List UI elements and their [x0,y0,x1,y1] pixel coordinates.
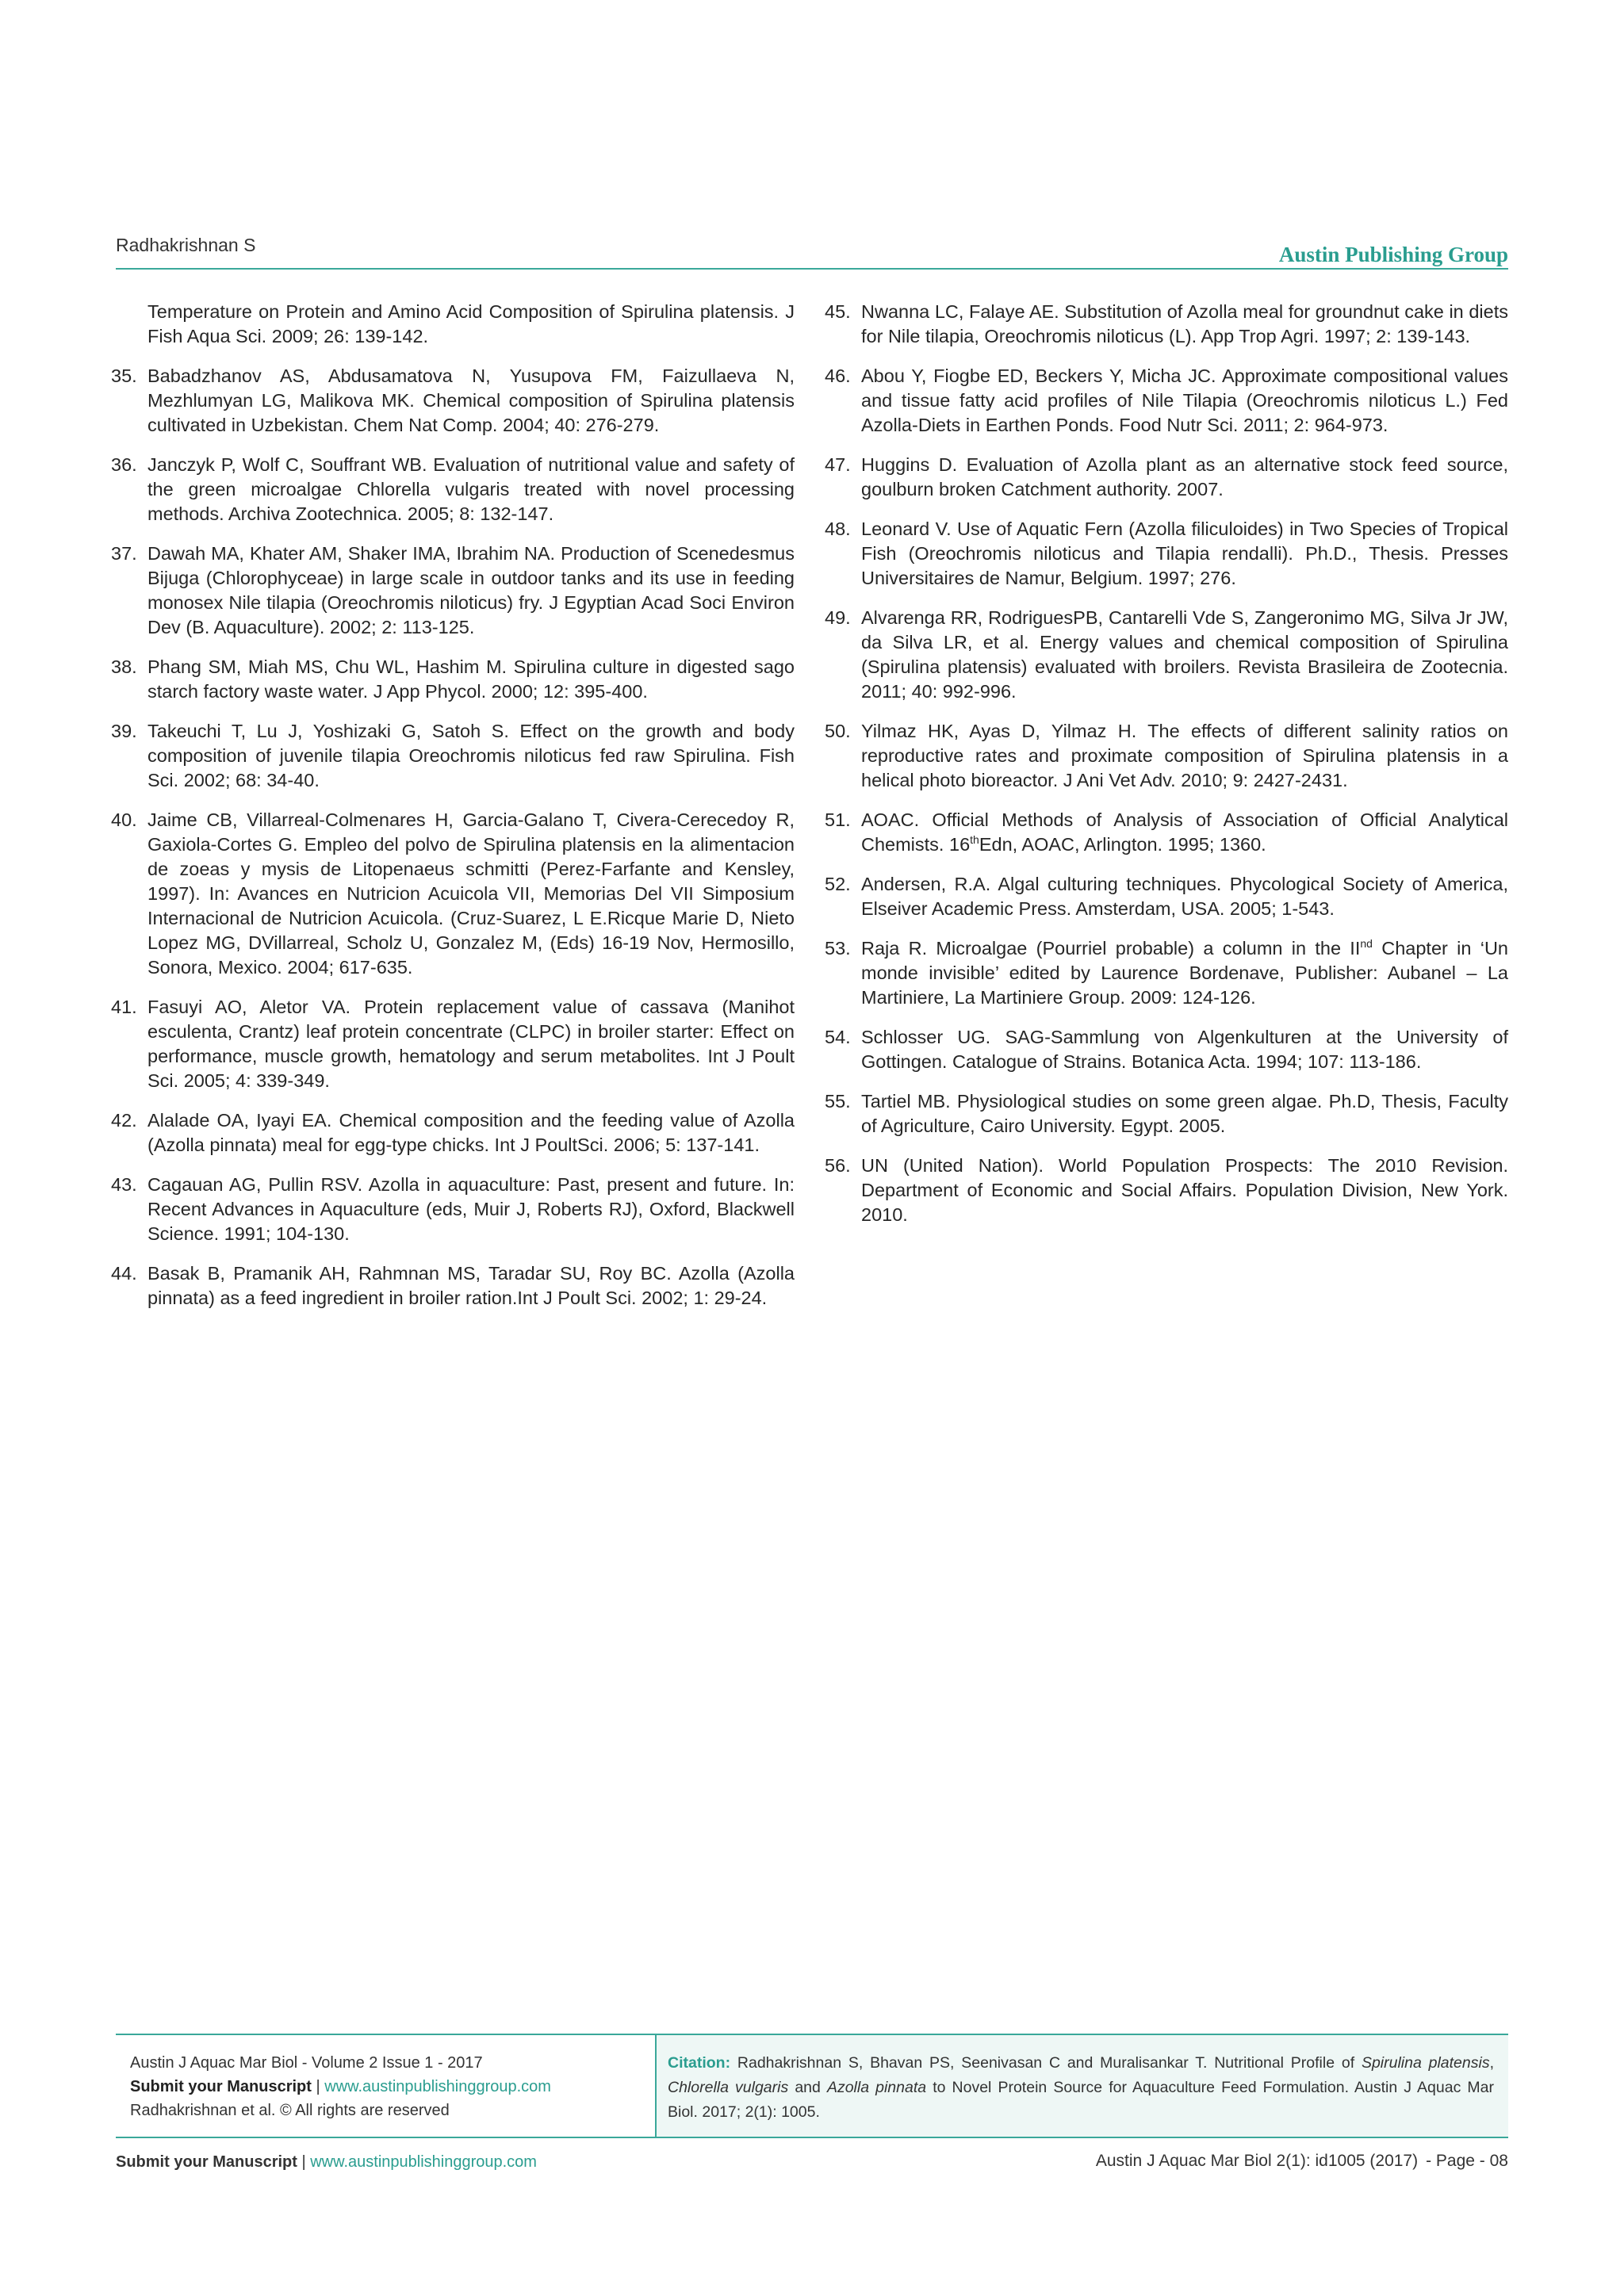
reference-item [825,517,1508,591]
reference-number: 53. [825,938,851,959]
reference-text-part: Chapter in ‘Un monde invisible’ edited by Laurence Bordenave, Publisher: Aubanel – La Martiniere, La Martiniere Group. 2009: 124-126. [861,938,1508,1008]
references-right-column [825,300,1508,1242]
reference-text: Jaime CB, Villarreal-Colmenares H, Garcia-Galano T, Civera-Cerecedoy R, Gaxiola-Cortes G. Empleo del polvo de Spirulina platensis en la alimentacion de zoeas y mysis de Litopenaeus schmitti (Perez-Farfante and Kensley, 1997). In: Avances en Nutricion Acuicola VII, Memorias Del VII Simposium Internacional de Nutricion Acuicola. (Cruz-Suarez, L E.Ricque Marie D, Nieto Lopez MG, DVillarreal, Scholz U, Gonzalez M, (Eds) 16-19 Nov, Hermosillo, Sonora, Mexico. 2004; 617-635. [147,809,795,978]
reference-number: 40. [111,809,137,830]
reference-text: Alvarenga RR, RodriguesPB, Cantarelli Vde S, Zangeronimo MG, Silva Jr JW, da Silva LR, et al. Energy values and chemical composition of Spirulina (Spirulina platensis) evaluated with broilers. Revista Brasileira de Zootecnia. 2011; 40: 992-996. [861,607,1508,702]
reference-superscript: nd [1360,937,1373,951]
reference-text: Dawah MA, Khater AM, Shaker IMA, Ibrahim NA. Production of Scenedesmus Bijuga (Chlorophyceae) in large scale in outdoor tanks and its use in feeding monosex Nile tilapia (Oreochromis niloticus) fry. J Egyptian Acad Soci Environ Dev (B. Aquaculture). 2002; 2: 113-125. [147,543,795,637]
reference-text: Leonard V. Use of Aquatic Fern (Azolla filiculoides) in Two Species of Tropical Fish (Oreochromis niloticus and Tilapia rendalli). Ph.D., Thesis. Presses Universitaires de Namur, Belgium. 1997; 276. [861,519,1508,588]
rights-notice: © All rights are reserved [280,2102,450,2119]
reference-item [825,364,1508,438]
reference-text: Yilmaz HK, Ayas D, Yilmaz H. The effects of different salinity ratios on reproductive rates and proximate composition of Spirulina platensis in a helical photo bioreactor. J Ani Vet Adv. 2010; 9: 2427-2431. [861,721,1508,790]
reference-text [861,808,1508,857]
reference-text [861,936,1508,1010]
reference-text: Abou Y, Fiogbe ED, Beckers Y, Micha JC. Approximate compositional values and tissue fatty acid profiles of Nile Tilapia (Oreochromis niloticus L.) Fed Azolla-Diets in Earthen Ponds. Food Nutr Sci. 2011; 2: 964-973. [861,365,1508,435]
reference-number: 45. [825,301,851,322]
reference-text: Janczyk P, Wolf C, Souffrant WB. Evaluation of nutritional value and safety of the green microalgae Chlorella vulgaris treated with novel processing methods. Archiva Zootechnica. 2005; 8: 132-147. [147,454,795,524]
reference-item [111,453,795,526]
reference-text: Fasuyi AO, Aletor VA. Protein replacement value of cassava (Manihot esculenta, Crantz) leaf protein concentrate (CLPC) in broiler starter: Effect on performance, muscle growth, hematology and serum metabolites. Int J Poult Sci. 2005; 4: 339-349. [147,997,795,1091]
reference-text: Takeuchi T, Lu J, Yoshizaki G, Satoh S. Effect on the growth and body composition of juvenile tilapia Oreochromis niloticus fed raw Spirulina. Fish Sci. 2002; 68: 34-40. [147,721,795,790]
reference-item [825,936,1508,1010]
reference-text: Babadzhanov AS, Abdusamatova N, Yusupova FM, Faizullaeva N, Mezhlumyan LG, Malikova MK. Chemical composition of Spirulina platensis cultivated in Uzbekistan. Chem Nat Comp. 2004; 40: 276-279. [147,365,795,435]
header-divider [116,268,1508,270]
reference-number: 39. [111,721,137,741]
website-link[interactable]: www.austinpublishinggroup.com [324,2078,551,2095]
citation-part2: to Novel Protein Source for Aquaculture Feed Formulation. Austin J Aquac Mar Biol. 2017; 2(1): 1005. [668,2079,1494,2121]
reference-item [111,1173,795,1246]
reference-item [825,453,1508,502]
journal-reference: Austin J Aquac Mar Biol 2(1): id1005 (2017) [1095,2152,1419,2170]
reference-item [825,300,1508,349]
journal-volume-line: Austin J Aquac Mar Biol - Volume 2 Issue 1 - 2017 [130,2054,483,2072]
reference-item [825,1154,1508,1227]
reference-number: 56. [825,1155,851,1176]
reference-number: 44. [111,1263,137,1284]
reference-number: 37. [111,543,137,564]
running-head-author: Radhakrishnan S [116,235,256,255]
reference-item [111,1108,795,1158]
reference-text: Cagauan AG, Pullin RSV. Azolla in aquaculture: Past, present and future. In: Recent Advances in Aquaculture (eds, Muir J, Roberts RJ), Oxford, Blackwell Science. 1991; 104-130. [147,1174,795,1244]
page-footer-reference [1096,2152,1508,2171]
reference-item [825,808,1508,857]
reference-text: Basak B, Pramanik AH, Rahmnan MS, Taradar SU, Roy BC. Azolla (Azolla pinnata) as a feed ingredient in broiler ration.Int J Poult Sci. 2002; 1: 29-24. [147,1263,795,1308]
reference-superscript: th [970,833,979,847]
page-number: - Page - 08 [1426,2152,1508,2170]
reference-item [825,1089,1508,1138]
citation-part1: Radhakrishnan S, Bhavan PS, Seenivasan C and Muralisankar T. Nutritional Profile of [737,2054,1362,2072]
reference-number: 36. [111,454,137,475]
citation-label: Citation: [668,2054,731,2072]
reference-item [111,655,795,704]
reference-item [111,808,795,980]
reference-item [111,364,795,438]
references-left-column [111,300,795,1326]
footer-journal-info [116,2035,655,2137]
reference-number: 55. [825,1091,851,1112]
reference-text: Nwanna LC, Falaye AE. Substitution of Azolla meal for groundnut cake in diets for Nile tilapia, Oreochromis niloticus (L). App Trop Agri. 1997; 2: 139-143. [861,301,1508,346]
rights-authors: Radhakrishnan et al. [130,2102,276,2119]
reference-number: 48. [825,519,851,539]
citation-species-3: Azolla pinnata [826,2079,927,2096]
footer-info-box [116,2034,1508,2138]
reference-number: 52. [825,874,851,894]
reference-text: Alalade OA, Iyayi EA. Chemical composition and the feeding value of Azolla (Azolla pinnata) meal for egg-type chicks. Int J PoultSci. 2006; 5: 137-141. [147,1110,795,1155]
reference-item [111,995,795,1093]
publisher-name: Austin Publishing Group [1278,243,1508,266]
reference-number: 51. [825,809,851,830]
citation-and: and [788,2079,827,2096]
reference-item [111,719,795,793]
reference-text-part: Edn, AOAC, Arlington. 1995; 1360. [979,834,1266,855]
citation-species-1: Spirulina platensis [1361,2054,1490,2072]
reference-number: 35. [111,365,137,386]
reference-item [825,872,1508,921]
reference-item [111,541,795,640]
reference-item [111,1261,795,1311]
reference-text-part: AOAC. Official Methods of Analysis of Association of Official Analytical Chemists. 16 [861,809,1508,855]
citation-separator: , [1489,2054,1494,2072]
reference-text: Schlosser UG. SAG-Sammlung von Algenkulturen at the University of Gottingen. Catalogue of Strains. Botanica Acta. 1994; 107: 113-186. [861,1027,1508,1072]
reference-number: 38. [111,656,137,677]
reference-item [116,300,795,349]
reference-text: Huggins D. Evaluation of Azolla plant as an alternative stock feed source, goulburn broken Catchment authority. 2007. [861,454,1508,499]
submit-line [130,2075,551,2099]
bottom-website-link[interactable]: www.austinpublishinggroup.com [310,2153,537,2171]
submit-manuscript-label: Submit your Manuscript [130,2078,312,2095]
reference-number: 43. [111,1174,137,1195]
reference-number: 47. [825,454,851,475]
rights-line [130,2099,551,2122]
citation-box [657,2035,1508,2137]
reference-text: Phang SM, Miah MS, Chu WL, Hashim M. Spirulina culture in digested sago starch factory waste water. J App Phycol. 2000; 12: 395-400. [147,656,795,702]
bottom-submit-label: Submit your Manuscript [116,2153,297,2171]
separator: | [316,2078,320,2095]
reference-text: Andersen, R.A. Algal culturing techniques. Phycological Society of America, Elseiver Academic Press. Amsterdam, USA. 2005; 1-543. [861,874,1508,919]
reference-number: 50. [825,721,851,741]
reference-item [825,719,1508,793]
bottom-separator: | [301,2153,306,2171]
reference-item [825,606,1508,704]
citation-text [668,2051,1494,2125]
reference-number: 42. [111,1110,137,1131]
reference-number: 54. [825,1027,851,1047]
reference-number: 49. [825,607,851,628]
reference-item [825,1025,1508,1074]
reference-text: UN (United Nation). World Population Prospects: The 2010 Revision. Department of Economic and Social Affairs. Population Division, New York. 2010. [861,1155,1508,1225]
bottom-submit-line [116,2153,537,2172]
reference-number: 46. [825,365,851,386]
reference-text: Temperature on Protein and Amino Acid Composition of Spirulina platensis. J Fish Aqua Sci. 2009; 26: 139-142. [147,301,795,346]
citation-species-2: Chlorella vulgaris [668,2079,789,2096]
reference-text: Tartiel MB. Physiological studies on some green algae. Ph.D, Thesis, Faculty of Agriculture, Cairo University. Egypt. 2005. [861,1091,1508,1136]
reference-number: 41. [111,997,137,1017]
reference-text-part: Raja R. Microalgae (Pourriel probable) a column in the II [861,938,1361,959]
